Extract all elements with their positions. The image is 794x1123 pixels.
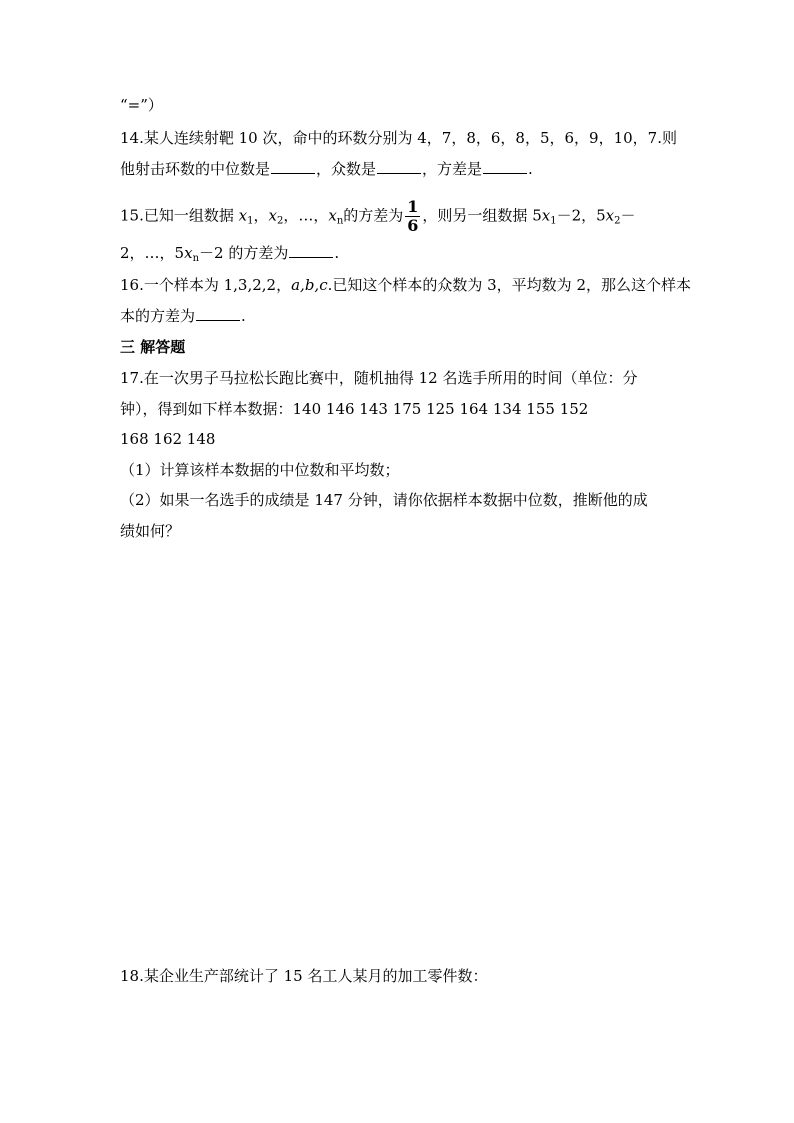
question-16-line-1	[120, 275, 691, 295]
q15-text-f: 2，…，5	[120, 244, 185, 262]
sub-nb: n	[192, 253, 200, 264]
question-14-line-1: 14.某人连续射靶 10 次，命中的环数分别为 4，7，8，6，8，5，6，9，10，7.则	[120, 129, 677, 147]
sub-1: 1	[247, 215, 254, 227]
q16-variance-blank[interactable]	[196, 306, 240, 321]
question-17-line-1: 17.在一次男子马拉松长跑比赛中，随机抽得 12 名选手所用的时间（单位：分	[120, 369, 638, 387]
q16-text-a: 16.一个样本为 1,3,2,2，	[120, 276, 292, 294]
q15-text-h: .	[334, 244, 340, 262]
sub-2: 2	[276, 215, 284, 227]
q16-text-c: 本的方差为	[120, 307, 196, 325]
q14-text-b: ，众数是	[316, 160, 377, 178]
sub-n: n	[336, 215, 344, 227]
q15-text-g: －2 的方差为	[199, 244, 289, 262]
ellipsis: ，…，	[283, 206, 329, 225]
q15-text-b: 的方差为	[343, 206, 404, 225]
mode-blank[interactable]	[377, 159, 421, 174]
question-16-line-2	[120, 306, 246, 326]
sub-1b: 1	[550, 215, 557, 227]
question-15-line-2	[120, 243, 339, 263]
question-17-line-2: 钟），得到如下样本数据：140 146 143 175 125 164 134 155 152	[120, 400, 589, 418]
q15-text-c: ，则另一组数据 5	[422, 206, 542, 225]
var-5x1: x	[541, 206, 551, 225]
q14-text-a: 他射击环数的中位数是	[120, 160, 271, 178]
q16-text-d: .	[241, 307, 246, 325]
fraction-numerator: 1	[407, 197, 419, 216]
q14-text-d: .	[528, 160, 533, 178]
var-xn: x	[328, 206, 337, 225]
sub-2b: 2	[614, 215, 621, 227]
var-5xn: x	[184, 244, 193, 262]
question-17-part-2: （2）如果一名选手的成绩是 147 分钟，请你依据样本数据中位数，推断他的成	[120, 491, 648, 509]
fraction-one-sixth	[405, 198, 420, 235]
continuation-text: “=”）	[120, 96, 163, 114]
comma-1: ，	[253, 206, 269, 225]
variance-blank[interactable]	[483, 159, 527, 174]
question-14-line-2	[120, 159, 533, 179]
median-blank[interactable]	[271, 159, 315, 174]
q15-variance-blank[interactable]	[289, 243, 333, 258]
q16-text-b: .已知这个样本的众数为 3，平均数为 2，那么这个样本	[327, 276, 691, 294]
question-17-part-2-cont: 绩如何？	[120, 522, 181, 540]
q15-text-d: －2，5	[556, 206, 606, 225]
q15-text-e: －	[620, 206, 636, 225]
question-15-line-1	[120, 198, 636, 235]
var-x2: x	[268, 206, 277, 225]
q15-text-a: 15.已知一组数据	[120, 206, 239, 225]
var-5x2: x	[605, 206, 615, 225]
section-heading-answer-questions: 三 解答题	[120, 338, 186, 356]
question-17-part-1: （1）计算该样本数据的中位数和平均数；	[120, 461, 400, 479]
var-abc: a,b,c	[291, 276, 328, 294]
question-18-line-1: 18.某企业生产部统计了 15 名工人某月的加工零件数：	[120, 967, 488, 985]
var-x1: x	[238, 206, 248, 225]
question-17-line-3: 168 162 148	[120, 430, 216, 448]
fraction-denominator: 6	[407, 216, 419, 235]
q14-text-c: ，方差是	[422, 160, 483, 178]
